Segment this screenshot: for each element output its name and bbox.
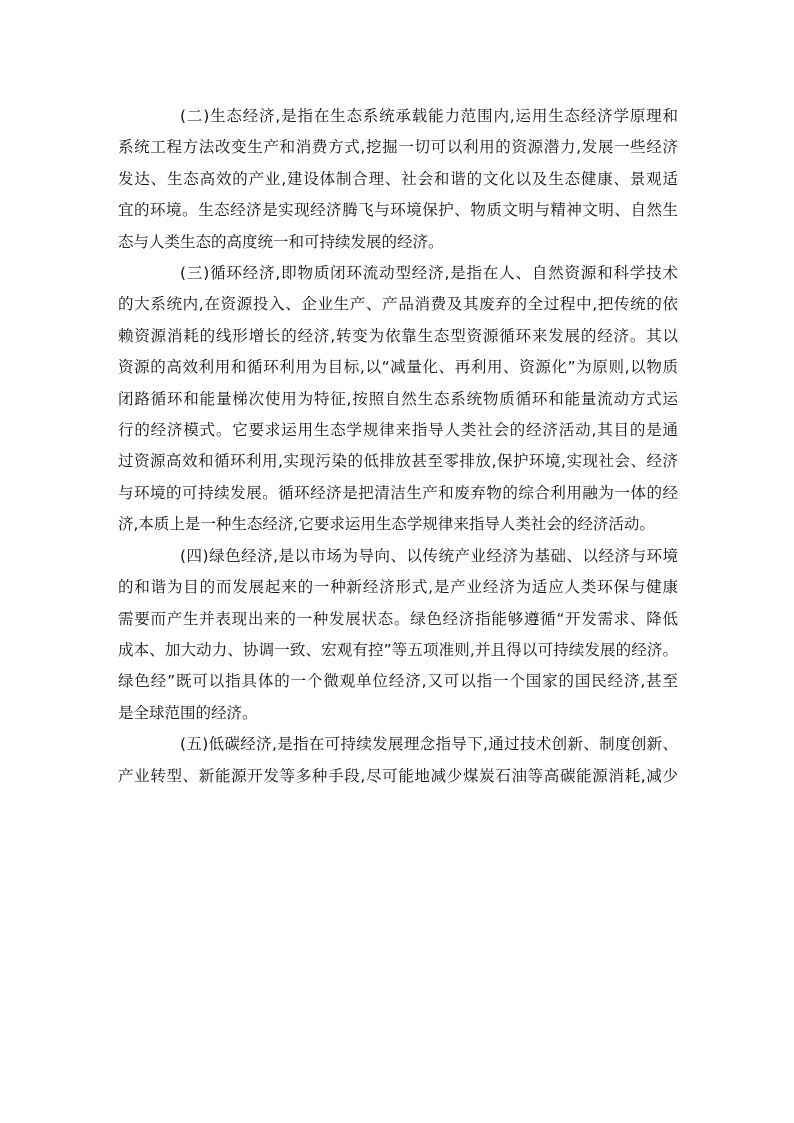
- paragraph-line: 宜的环境。生态经济是实现经济腾飞与环境保护、物质文明与精神文明、自然生: [118, 201, 678, 220]
- document-body: [118, 101, 678, 792]
- paragraph-line: (二)生态经济,是指在生态系统承载能力范围内,运用生态经济学原理和: [180, 107, 678, 125]
- paragraph-line: 绿色经”既可以指具体的一个微观单位经济,又可以指一个国家的国民经济,甚至: [118, 672, 678, 691]
- paragraph-circular-economy: [118, 258, 678, 541]
- paragraph-line: 的和谐为目的而发展起来的一种新经济形式,是产业经济为适应人类环保与健康: [118, 578, 678, 597]
- paragraph-line: (四)绿色经济,是以市场为导向、以传统产业经济为基础、以经济与环境: [180, 546, 678, 565]
- paragraph-ecological-economy: [118, 101, 678, 258]
- paragraph-line: 赖资源消耗的线形增长的经济,转变为依靠生态型资源循环来发展的经济。其以: [118, 326, 678, 345]
- paragraph-line: (三)循环经济,即物质闭环流动型经济,是指在人、自然资源和科学技术: [180, 264, 678, 283]
- paragraph-line: (五)低碳经济,是指在可持续发展理念指导下,通过技术创新、制度创新、: [180, 735, 678, 754]
- paragraph-line: 是全球范围的经济。: [118, 703, 258, 722]
- paragraph-green-economy: [118, 541, 678, 729]
- paragraph-line: 的大系统内,在资源投入、企业生产、产品消费及其废弃的全过程中,把传统的依: [118, 295, 678, 314]
- paragraph-line: 资源的高效利用和循环利用为目标,以“减量化、再利用、资源化”为原则,以物质: [118, 358, 678, 377]
- paragraph-line: 成本、加大动力、协调一致、宏观有控”等五项准则,并且得以可持续发展的经济。: [118, 640, 678, 659]
- paragraph-low-carbon-economy: [118, 729, 678, 792]
- paragraph-line: 济,本质上是一种生态经济,它要求运用生态学规律来指导人类社会的经济活动。: [118, 515, 655, 534]
- paragraph-line: 产业转型、新能源开发等多种手段,尽可能地减少煤炭石油等高碳能源消耗,减少: [118, 766, 678, 785]
- paragraph-line: 行的经济模式。它要求运用生态学规律来指导人类社会的经济活动,其目的是通: [118, 421, 678, 440]
- paragraph-line: 过资源高效和循环利用,实现污染的低排放甚至零排放,保护环境,实现社会、经济: [118, 452, 678, 471]
- paragraph-line: 态与人类生态的高度统一和可持续发展的经济。: [118, 232, 444, 251]
- paragraph-line: 发达、生态高效的产业,建设体制合理、社会和谐的文化以及生态健康、景观适: [118, 169, 678, 188]
- paragraph-line: 需要而产生并表现出来的一种发展状态。绿色经济指能够遵循“开发需求、降低: [118, 609, 678, 628]
- paragraph-line: 系统工程方法改变生产和消费方式,挖掘一切可以利用的资源潜力,发展一些经济: [118, 138, 678, 157]
- paragraph-line: 与环境的可持续发展。循环经济是把清洁生产和废弃物的综合利用融为一体的经: [118, 483, 678, 502]
- paragraph-line: 闭路循环和能量梯次使用为特征,按照自然生态系统物质循环和能量流动方式运: [118, 389, 678, 408]
